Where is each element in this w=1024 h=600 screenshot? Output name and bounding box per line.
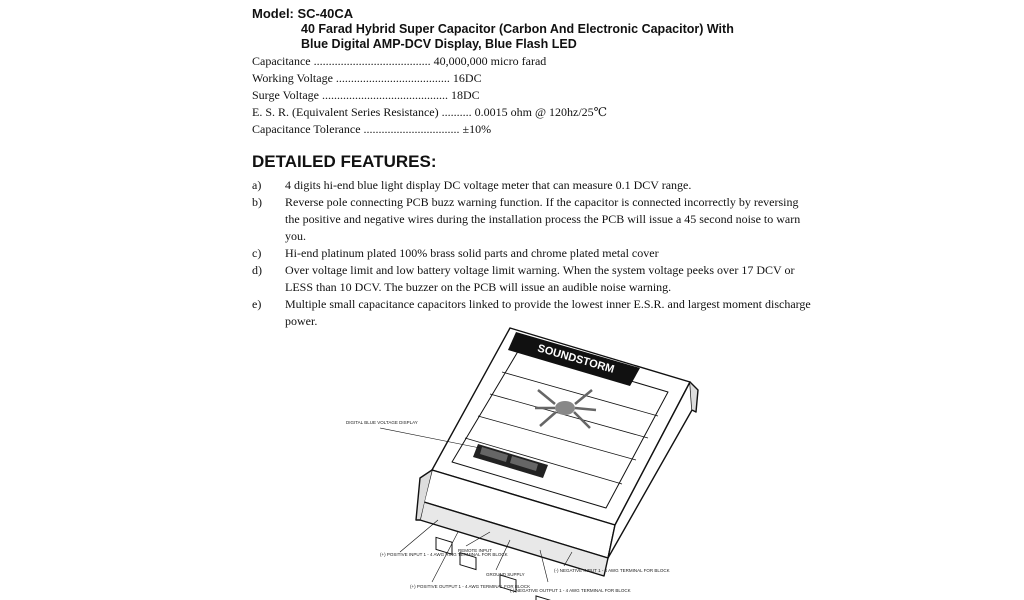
features-heading: DETAILED FEATURES: — [252, 152, 437, 171]
subtitle-line-1: 40 Farad Hybrid Super Capacitor (Carbon And Electronic Capacitor) With — [301, 22, 734, 36]
spec-working-voltage: Working Voltage ...................................... 16DC — [252, 71, 482, 85]
spec-surge-voltage: Surge Voltage .......................................... 18DC — [252, 88, 480, 102]
feature-text: Hi-end platinum plated 100% brass solid parts and chrome plated metal cover — [285, 246, 659, 260]
feature-letter: a) — [252, 178, 262, 192]
feature-item — [252, 177, 812, 194]
feature-text: Multiple small capacitance capacitors linked to provide the lowest inner E.S.R. and largest moment discharge power. — [285, 297, 811, 328]
feature-letter: d) — [252, 263, 262, 277]
spec-tolerance: Capacitance Tolerance ................................ ±10% — [252, 122, 492, 136]
spec-capacitance: Capacitance ....................................... 40,000,000 micro farad — [252, 54, 547, 68]
callout-positive-input-label: (+) POSITIVE INPUT 1 - 4 AWG RING TERMINAL FOR BLOCK — [380, 552, 508, 557]
product-subtitle — [301, 22, 801, 52]
brand-logo-text: SOUNDSTORM — [536, 342, 616, 376]
spec-list — [252, 53, 607, 138]
feature-item — [252, 245, 812, 262]
callout-positive-output-label: (+) POSITIVE OUTPUT 1 - 4 AWG TERMINAL FOR BLOCK — [410, 584, 531, 589]
callout-ground-label: GROUND SUPPLY — [486, 572, 525, 577]
subtitle-line-2: Blue Digital AMP-DCV Display, Blue Flash LED — [301, 37, 577, 51]
feature-text: Over voltage limit and low battery voltage limit warning. When the system voltage peeks over 17 DCV or LESS than 10 DCV. The buzzer on the PCB will issue an audible noise warning. — [285, 263, 795, 294]
spec-esr: E. S. R. (Equivalent Series Resistance) .......... 0.0015 ohm @ 120hz/25℃ — [252, 105, 608, 119]
feature-text: 4 digits hi-end blue light display DC voltage meter that can measure 0.1 DCV range. — [285, 178, 692, 192]
feature-letter: b) — [252, 195, 262, 209]
feature-item — [252, 194, 812, 245]
callout-display-label: DIGITAL BLUE VOLTAGE DISPLAY — [346, 420, 418, 425]
callout-remote-input-label: REMOTE INPUT — [458, 548, 493, 553]
feature-text: Reverse pole connecting PCB buzz warning function. If the capacitor is connected incorrectly by reversing the positive and negative wires during the installation process the PCB will issue a 45 second noise to warn you. — [285, 195, 801, 243]
feature-letter: c) — [252, 246, 262, 260]
callout-negative-input-label: (-) NEGATIVE INPUT 1 - 4 AWG TERMINAL FOR BLOCK — [554, 568, 670, 573]
callout-negative-output-label: (-) NEGATIVE OUTPUT 1 - 4 AWG TERMINAL FOR BLOCK — [510, 588, 631, 593]
feature-letter: e) — [252, 297, 262, 311]
model-title: Model: SC-40CA — [252, 6, 354, 21]
feature-list — [252, 177, 812, 330]
capacitor-body — [416, 328, 698, 576]
feature-item — [252, 262, 812, 296]
capacitor-illustration — [340, 320, 700, 600]
